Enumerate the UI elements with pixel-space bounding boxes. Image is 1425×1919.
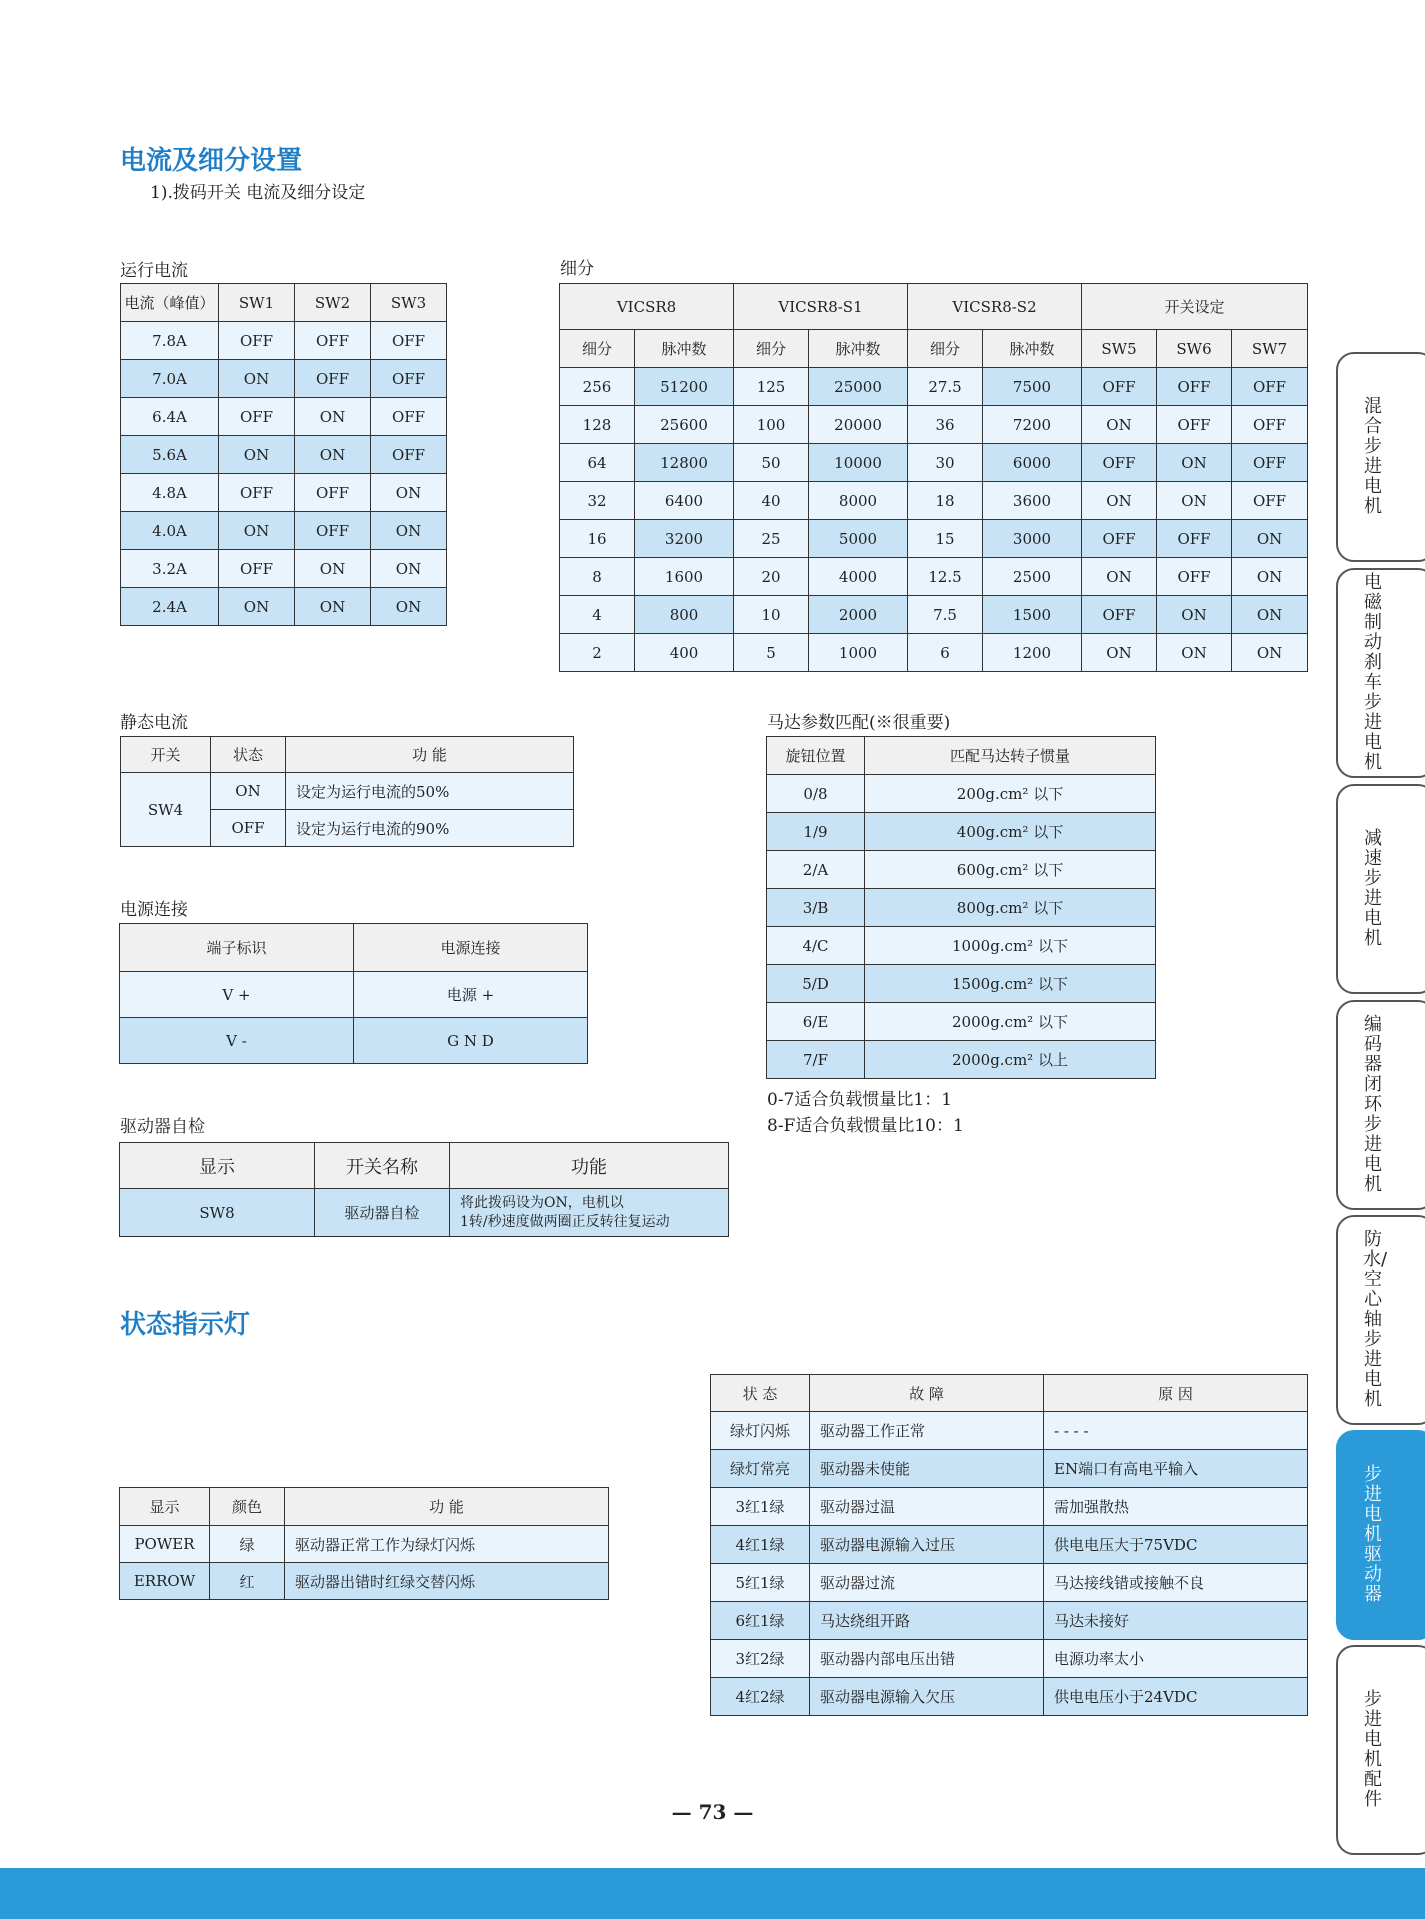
table-row — [711, 1678, 1308, 1716]
switch-state-cell: OFF — [1082, 596, 1157, 634]
microstep-cell: 7.5 — [908, 596, 983, 634]
function-cell — [450, 1189, 729, 1237]
terminal-cell: V - — [120, 1018, 354, 1064]
knob-position-cell: 1/9 — [767, 813, 865, 851]
fault-cell: 驱动器内部电压出错 — [810, 1640, 1044, 1678]
group-header: VICSR8-S1 — [734, 284, 908, 330]
microstep-cell: 5 — [734, 634, 809, 672]
col-header: 开关名称 — [315, 1143, 450, 1189]
status-cell: 3红2绿 — [711, 1640, 810, 1678]
microstep-cell: 4 — [560, 596, 635, 634]
microstep-cell: 12800 — [635, 444, 734, 482]
switch-state-cell: OFF — [219, 550, 295, 588]
side-tab-label: 减速步进电机 — [1364, 828, 1382, 949]
microstep-cell: 50 — [734, 444, 809, 482]
side-tab[interactable] — [1336, 1215, 1425, 1425]
microstep-cell: 1500 — [983, 596, 1082, 634]
display-cell: ERROW — [120, 1563, 210, 1600]
side-tab[interactable] — [1336, 568, 1425, 778]
side-tab[interactable] — [1336, 784, 1425, 994]
switch-state-cell: ON — [371, 588, 447, 626]
switch-state-cell: ON — [1082, 482, 1157, 520]
side-tab[interactable] — [1336, 1000, 1425, 1210]
run-current-table — [120, 283, 447, 626]
microstep-cell: 3600 — [983, 482, 1082, 520]
col-header: 电流（峰值） — [121, 284, 219, 322]
switch-state-cell: OFF — [1082, 444, 1157, 482]
microstep-cell: 8 — [560, 558, 635, 596]
section-title-indicator: 状态指示灯 — [120, 1310, 251, 1340]
microstep-cell: 15 — [908, 520, 983, 558]
status-cell: 绿灯闪烁 — [711, 1412, 810, 1450]
table-row — [560, 444, 1308, 482]
knob-position-cell: 0/8 — [767, 775, 865, 813]
col-header: 旋钮位置 — [767, 737, 865, 775]
microstep-cell: 5000 — [809, 520, 908, 558]
col-header: 功 能 — [286, 737, 574, 773]
side-tab-label: 电磁制动刹车步进电机 — [1364, 572, 1382, 773]
cause-cell: - - - - — [1044, 1412, 1308, 1450]
microstep-cell: 128 — [560, 406, 635, 444]
cause-cell: 电源功率太小 — [1044, 1640, 1308, 1678]
page-number: — 73 — — [671, 1800, 754, 1824]
section-title-current: 电流及细分设置 — [120, 146, 303, 176]
microstep-cell: 1000 — [809, 634, 908, 672]
microstep-cell: 800 — [635, 596, 734, 634]
table-row — [767, 813, 1156, 851]
microstep-cell: 25 — [734, 520, 809, 558]
cause-cell: EN端口有高电平输入 — [1044, 1450, 1308, 1488]
motor-match-label: 马达参数匹配(※很重要) — [767, 713, 951, 733]
function-cell: 驱动器正常工作为绿灯闪烁 — [285, 1526, 609, 1563]
fault-cell: 驱动器未使能 — [810, 1450, 1044, 1488]
switch-state-cell: OFF — [295, 474, 371, 512]
switch-state-cell: ON — [1157, 596, 1232, 634]
microstep-cell: 8000 — [809, 482, 908, 520]
switch-state-cell: ON — [1082, 558, 1157, 596]
switch-state-cell: OFF — [1232, 444, 1308, 482]
table-row — [711, 1450, 1308, 1488]
fault-cell: 驱动器电源输入欠压 — [810, 1678, 1044, 1716]
col-header: 开关 — [121, 737, 211, 773]
terminal-cell: V + — [120, 972, 354, 1018]
col-header: 原 因 — [1044, 1375, 1308, 1412]
switch-state-cell: ON — [295, 588, 371, 626]
microstep-cell: 2 — [560, 634, 635, 672]
table-row — [711, 1488, 1308, 1526]
switch-state-cell: OFF — [1157, 406, 1232, 444]
col-header: 电源连接 — [354, 924, 588, 972]
current-cell: 4.8A — [121, 474, 219, 512]
col-header: SW3 — [371, 284, 447, 322]
color-cell: 红 — [210, 1563, 285, 1600]
col-header: 脉冲数 — [983, 330, 1082, 368]
current-cell: 7.0A — [121, 360, 219, 398]
table-row — [121, 550, 447, 588]
side-tab[interactable] — [1336, 1430, 1425, 1640]
inertia-cell: 200g.cm² 以下 — [865, 775, 1156, 813]
display-cell: POWER — [120, 1526, 210, 1563]
switch-state-cell: OFF — [1157, 520, 1232, 558]
knob-position-cell: 7/F — [767, 1041, 865, 1079]
switch-state-cell: ON — [1232, 634, 1308, 672]
table-row — [560, 406, 1308, 444]
indicator-table — [119, 1487, 609, 1600]
microstep-table — [559, 283, 1308, 672]
microstep-cell: 51200 — [635, 368, 734, 406]
color-cell: 绿 — [210, 1526, 285, 1563]
power-table — [119, 923, 588, 1064]
connection-cell: G N D — [354, 1018, 588, 1064]
col-header: 功 能 — [285, 1488, 609, 1526]
cause-cell: 供电电压大于75VDC — [1044, 1526, 1308, 1564]
switch-state-cell: ON — [1157, 634, 1232, 672]
switch-state-cell: ON — [1157, 482, 1232, 520]
current-cell: 3.2A — [121, 550, 219, 588]
switch-name-cell: 驱动器自检 — [315, 1189, 450, 1237]
table-row — [121, 512, 447, 550]
table-row — [711, 1640, 1308, 1678]
status-cell: 4红2绿 — [711, 1678, 810, 1716]
state-cell: ON — [211, 773, 286, 810]
switch-state-cell: OFF — [1157, 368, 1232, 406]
side-tab-label: 编码器闭环步进电机 — [1364, 1014, 1382, 1195]
table-row — [121, 360, 447, 398]
status-cell: 6红1绿 — [711, 1602, 810, 1640]
microstep-cell: 10000 — [809, 444, 908, 482]
microstep-cell: 6400 — [635, 482, 734, 520]
group-header: VICSR8-S2 — [908, 284, 1082, 330]
note-line: 0-7适合负载惯量比1：1 — [767, 1090, 953, 1110]
microstep-cell: 32 — [560, 482, 635, 520]
function-line: 1转/秒速度做两圈正反转往复运动 — [460, 1213, 670, 1230]
switch-state-cell: ON — [1082, 406, 1157, 444]
status-cell: 4红1绿 — [711, 1526, 810, 1564]
power-label: 电源连接 — [120, 900, 188, 920]
microstep-cell: 6000 — [983, 444, 1082, 482]
microstep-cell: 20000 — [809, 406, 908, 444]
static-current-table — [120, 736, 574, 847]
microstep-cell: 256 — [560, 368, 635, 406]
switch-state-cell: ON — [1157, 444, 1232, 482]
col-header: 颜色 — [210, 1488, 285, 1526]
table-row — [711, 1564, 1308, 1602]
state-cell: OFF — [211, 810, 286, 847]
table-row — [560, 368, 1308, 406]
microstep-cell: 20 — [734, 558, 809, 596]
microstep-cell: 18 — [908, 482, 983, 520]
connection-cell: 电源 + — [354, 972, 588, 1018]
switch-state-cell: OFF — [371, 398, 447, 436]
table-row — [767, 1041, 1156, 1079]
microstep-cell: 27.5 — [908, 368, 983, 406]
current-cell: 7.8A — [121, 322, 219, 360]
selftest-table — [119, 1142, 729, 1237]
microstep-cell: 400 — [635, 634, 734, 672]
col-header: 端子标识 — [120, 924, 354, 972]
col-header: 显示 — [120, 1488, 210, 1526]
switch-state-cell: ON — [1232, 596, 1308, 634]
microstep-cell: 25000 — [809, 368, 908, 406]
current-cell: 2.4A — [121, 588, 219, 626]
table-row — [767, 851, 1156, 889]
table-row — [767, 775, 1156, 813]
current-cell: 4.0A — [121, 512, 219, 550]
col-header: SW6 — [1157, 330, 1232, 368]
section-subtitle: 1).拨码开关 电流及细分设定 — [150, 183, 366, 203]
microstep-cell: 12.5 — [908, 558, 983, 596]
switch-state-cell: ON — [371, 474, 447, 512]
fault-cell: 马达绕组开路 — [810, 1602, 1044, 1640]
microstep-cell: 2000 — [809, 596, 908, 634]
table-row — [121, 474, 447, 512]
switch-state-cell: ON — [295, 550, 371, 588]
side-tab-label: 步进电机配件 — [1364, 1689, 1382, 1810]
current-cell: 6.4A — [121, 398, 219, 436]
switch-state-cell: ON — [219, 512, 295, 550]
switch-state-cell: ON — [1232, 558, 1308, 596]
switch-state-cell: OFF — [219, 322, 295, 360]
table-row — [560, 634, 1308, 672]
microstep-cell: 100 — [734, 406, 809, 444]
microstep-cell: 16 — [560, 520, 635, 558]
fault-cell: 驱动器电源输入过压 — [810, 1526, 1044, 1564]
microstep-cell: 1200 — [983, 634, 1082, 672]
microstep-label: 细分 — [560, 259, 594, 279]
knob-position-cell: 2/A — [767, 851, 865, 889]
cause-cell: 马达接线错或接触不良 — [1044, 1564, 1308, 1602]
motor-match-table — [766, 736, 1156, 1079]
col-header: 功能 — [450, 1143, 729, 1189]
inertia-cell: 400g.cm² 以下 — [865, 813, 1156, 851]
note-line: 8-F适合负载惯量比10：1 — [767, 1116, 964, 1136]
switch-state-cell: ON — [295, 436, 371, 474]
col-header: 细分 — [560, 330, 635, 368]
switch-state-cell: OFF — [1082, 520, 1157, 558]
current-cell: 5.6A — [121, 436, 219, 474]
side-tab-label: 步进电机驱动器 — [1364, 1464, 1382, 1605]
static-current-label: 静态电流 — [120, 713, 188, 733]
fault-cell: 驱动器过温 — [810, 1488, 1044, 1526]
col-header: 细分 — [908, 330, 983, 368]
switch-state-cell: OFF — [371, 360, 447, 398]
microstep-cell: 10 — [734, 596, 809, 634]
microstep-cell: 6 — [908, 634, 983, 672]
switch-state-cell: OFF — [295, 512, 371, 550]
microstep-cell: 25600 — [635, 406, 734, 444]
microstep-cell: 7200 — [983, 406, 1082, 444]
switch-cell: SW4 — [121, 773, 211, 847]
col-header: SW7 — [1232, 330, 1308, 368]
fault-cell: 驱动器过流 — [810, 1564, 1044, 1602]
function-line: 将此拨码设为ON，电机以 — [460, 1194, 624, 1211]
knob-position-cell: 6/E — [767, 1003, 865, 1041]
inertia-cell: 1500g.cm² 以下 — [865, 965, 1156, 1003]
cause-cell: 供电电压小于24VDC — [1044, 1678, 1308, 1716]
switch-state-cell: OFF — [295, 360, 371, 398]
switch-state-cell: ON — [219, 436, 295, 474]
function-cell: 设定为运行电流的90% — [286, 810, 574, 847]
microstep-cell: 7500 — [983, 368, 1082, 406]
col-header: 故 障 — [810, 1375, 1044, 1412]
switch-state-cell: OFF — [295, 322, 371, 360]
microstep-cell: 36 — [908, 406, 983, 444]
switch-state-cell: ON — [371, 550, 447, 588]
col-header: 脉冲数 — [635, 330, 734, 368]
side-tab[interactable] — [1336, 1645, 1425, 1855]
run-current-label: 运行电流 — [120, 261, 188, 281]
table-row — [560, 520, 1308, 558]
table-row — [767, 1003, 1156, 1041]
side-tab[interactable] — [1336, 352, 1425, 562]
switch-state-cell: OFF — [1232, 406, 1308, 444]
microstep-cell: 40 — [734, 482, 809, 520]
motor-notes — [767, 1087, 964, 1139]
switch-state-cell: OFF — [1232, 368, 1308, 406]
bottom-bar — [0, 1868, 1425, 1919]
switch-state-cell: ON — [371, 512, 447, 550]
switch-state-cell: ON — [219, 588, 295, 626]
knob-position-cell: 3/B — [767, 889, 865, 927]
status-cell: 3红1绿 — [711, 1488, 810, 1526]
group-header: 开关设定 — [1082, 284, 1308, 330]
microstep-cell: 1600 — [635, 558, 734, 596]
table-row — [767, 965, 1156, 1003]
switch-state-cell: OFF — [219, 474, 295, 512]
table-row — [711, 1602, 1308, 1640]
cause-cell: 需加强散热 — [1044, 1488, 1308, 1526]
function-cell: 驱动器出错时红绿交替闪烁 — [285, 1563, 609, 1600]
switch-state-cell: OFF — [1232, 482, 1308, 520]
microstep-cell: 30 — [908, 444, 983, 482]
col-header: SW2 — [295, 284, 371, 322]
status-cell: 5红1绿 — [711, 1564, 810, 1602]
inertia-cell: 1000g.cm² 以下 — [865, 927, 1156, 965]
switch-state-cell: ON — [1232, 520, 1308, 558]
switch-state-cell: ON — [219, 360, 295, 398]
table-row — [711, 1526, 1308, 1564]
col-header: 状态 — [211, 737, 286, 773]
table-row — [121, 398, 447, 436]
switch-state-cell: OFF — [1082, 368, 1157, 406]
side-tab-label: 防水/空心轴步进电机 — [1363, 1229, 1388, 1410]
function-cell: 设定为运行电流的50% — [286, 773, 574, 810]
switch-state-cell: OFF — [371, 322, 447, 360]
inertia-cell: 2000g.cm² 以上 — [865, 1041, 1156, 1079]
table-row — [560, 596, 1308, 634]
col-header: SW1 — [219, 284, 295, 322]
col-header: 显示 — [120, 1143, 315, 1189]
table-row — [121, 436, 447, 474]
table-row — [121, 588, 447, 626]
col-header: 状 态 — [711, 1375, 810, 1412]
knob-position-cell: 4/C — [767, 927, 865, 965]
col-header: 细分 — [734, 330, 809, 368]
table-row — [560, 558, 1308, 596]
switch-state-cell: OFF — [371, 436, 447, 474]
display-cell: SW8 — [120, 1189, 315, 1237]
table-row — [711, 1412, 1308, 1450]
group-header: VICSR8 — [560, 284, 734, 330]
inertia-cell: 800g.cm² 以下 — [865, 889, 1156, 927]
col-header: 脉冲数 — [809, 330, 908, 368]
table-row — [560, 482, 1308, 520]
col-header: SW5 — [1082, 330, 1157, 368]
switch-state-cell: ON — [295, 398, 371, 436]
table-row — [767, 927, 1156, 965]
microstep-cell: 125 — [734, 368, 809, 406]
selftest-label: 驱动器自检 — [120, 1117, 205, 1137]
table-row — [767, 889, 1156, 927]
microstep-cell: 3200 — [635, 520, 734, 558]
status-table — [710, 1374, 1308, 1716]
microstep-cell: 64 — [560, 444, 635, 482]
table-row — [121, 322, 447, 360]
cause-cell: 马达未接好 — [1044, 1602, 1308, 1640]
inertia-cell: 600g.cm² 以下 — [865, 851, 1156, 889]
microstep-cell: 2500 — [983, 558, 1082, 596]
side-tab-label: 混合步进电机 — [1364, 396, 1382, 517]
switch-state-cell: ON — [1082, 634, 1157, 672]
status-cell: 绿灯常亮 — [711, 1450, 810, 1488]
switch-state-cell: OFF — [1157, 558, 1232, 596]
microstep-cell: 3000 — [983, 520, 1082, 558]
fault-cell: 驱动器工作正常 — [810, 1412, 1044, 1450]
col-header: 匹配马达转子惯量 — [865, 737, 1156, 775]
knob-position-cell: 5/D — [767, 965, 865, 1003]
microstep-cell: 4000 — [809, 558, 908, 596]
switch-state-cell: OFF — [219, 398, 295, 436]
inertia-cell: 2000g.cm² 以下 — [865, 1003, 1156, 1041]
